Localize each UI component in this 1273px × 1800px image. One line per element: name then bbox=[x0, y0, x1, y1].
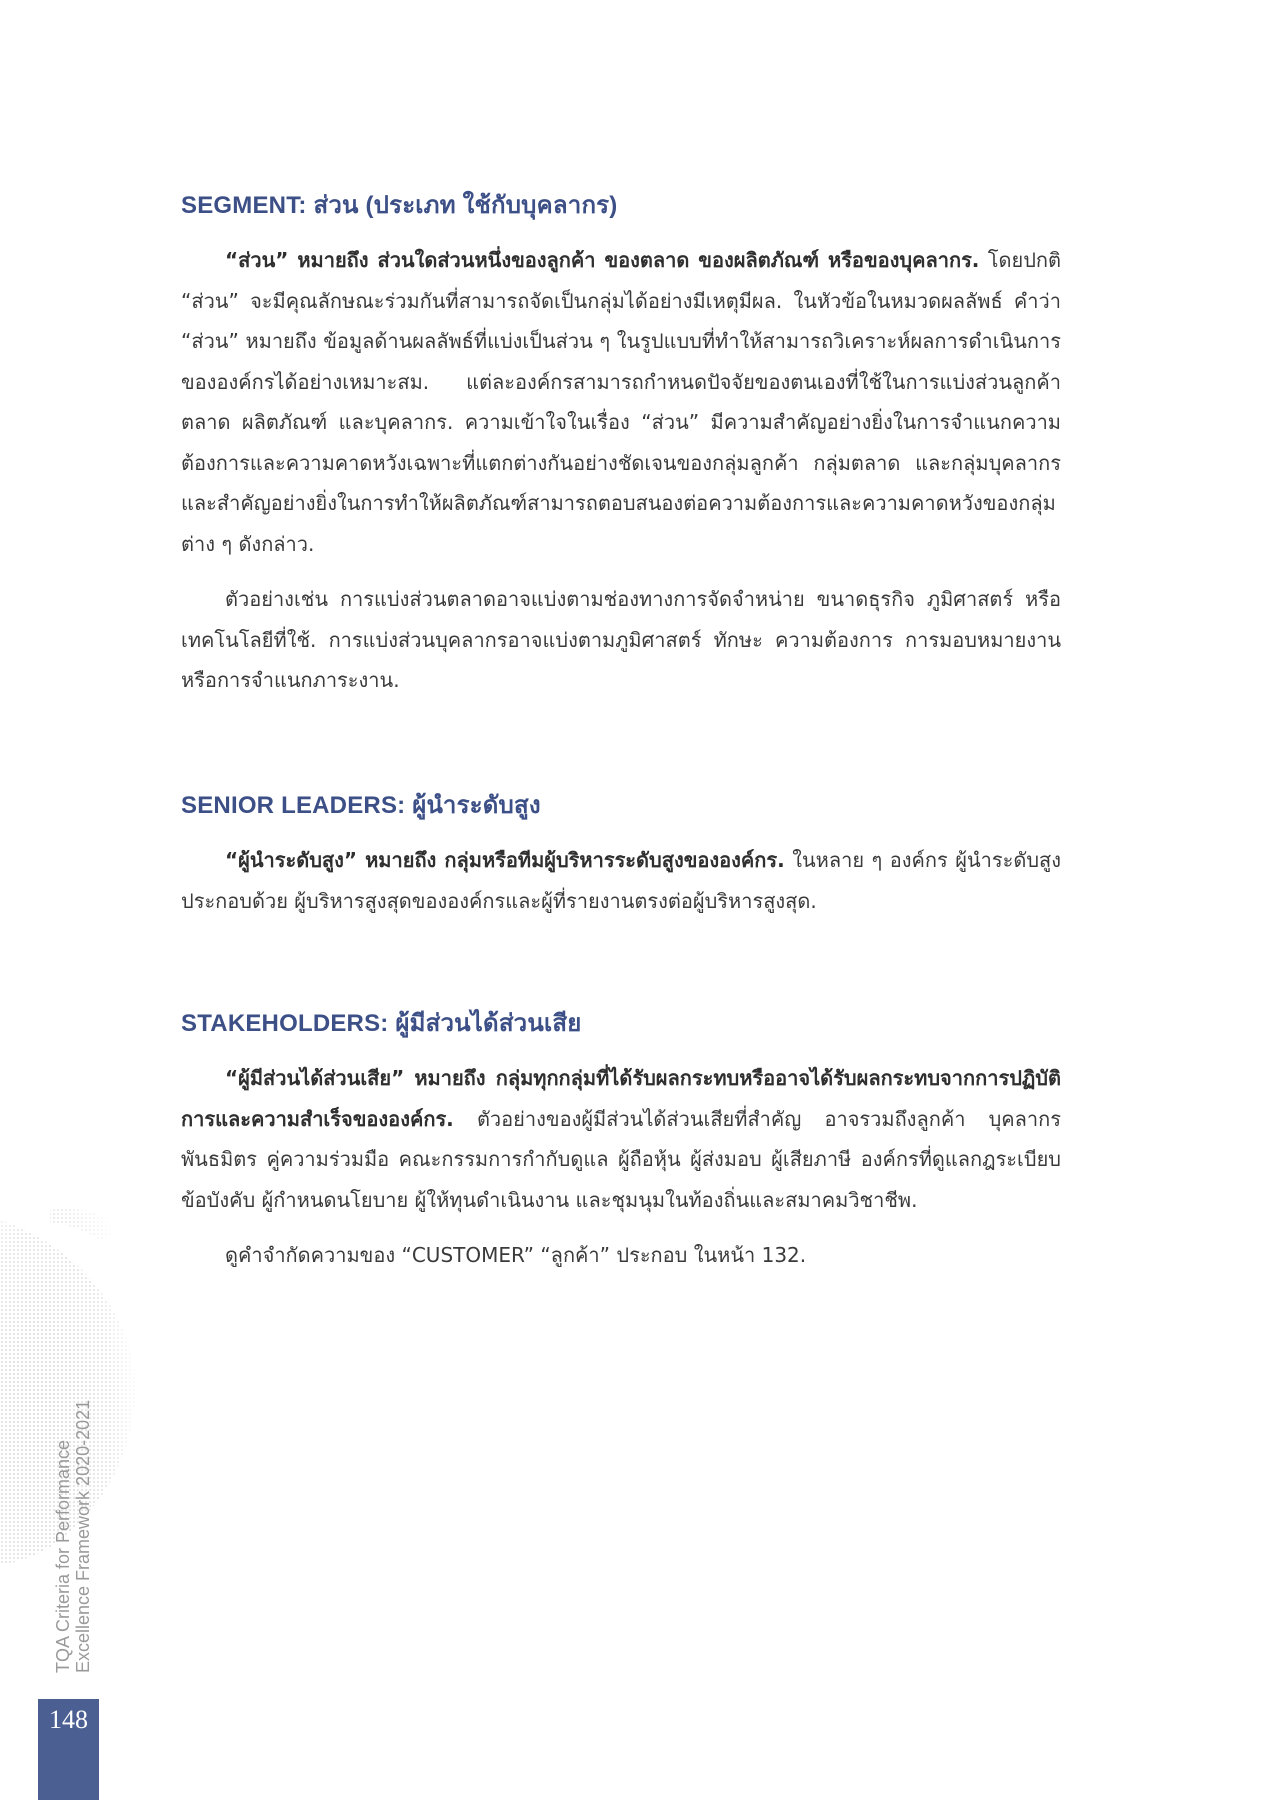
section-heading: STAKEHOLDERS: ผู้มีส่วนได้ส่วนเสีย bbox=[181, 1010, 582, 1037]
definition-paragraph bbox=[181, 1058, 1061, 1220]
section-heading: SENIOR LEADERS: ผู้นำระดับสูง bbox=[181, 792, 541, 819]
cross-reference-paragraph: ดูคำจำกัดความของ “CUSTOMER” “ลูกค้า” ประกอบ ในหน้า 132. bbox=[225, 1243, 807, 1267]
definition-paragraph bbox=[181, 240, 1061, 564]
definition-body: ตัวอย่างของผู้มีส่วนได้ส่วนเสียที่สำคัญ อาจรวมถึงลูกค้า บุคลากร พันธมิตร คู่ความร่วมมือ คณะกรรมการกำกับดูแล ผู้ถือหุ้น ผู้ส่งมอบ ผู้เสียภาษี องค์กรที่ดูแลกฎระเบียบข้อบังคับ ผู้กำหนดนโยบาย ผู้ให้ทุนดำเนินงาน และชุมนุมในท้องถิ่นและสมาคมวิชาชีพ. bbox=[181, 1106, 1061, 1212]
vertical-publication-title bbox=[25, 1245, 115, 1675]
definition-body: โดยปกติ “ส่วน” จะมีคุณลักษณะร่วมกันที่สามารถจัดเป็นกลุ่มได้อย่างมีเหตุมีผล. ในหัวข้อในหมวดผลลัพธ์ คำว่า “ส่วน” หมายถึง ข้อมูลด้านผลลัพธ์ที่แบ่งเป็นส่วน ๆ ในรูปแบบที่ทำให้สามารถวิเคราะห์ผลการดำเนินการขององค์กรได้อย่างเหมาะสม. แต่ละองค์กรสามารถกำหนดปัจจัยของตนเองที่ใช้ในการแบ่งส่วนลูกค้า ตลาด ผลิตภัณฑ์ และบุคลากร. ความเข้าใจในเรื่อง “ส่วน” มีความสำคัญอย่างยิ่งในการจำแนกความต้องการและความคาดหวังเฉพาะที่แตกต่างกันอย่างชัดเจนของกลุ่มลูกค้า กลุ่มตลาด และกลุ่มบุคลากร และสำคัญอย่างยิ่งในการทำให้ผลิตภัณฑ์สามารถตอบสนองต่อความต้องการและความคาดหวังของกลุ่มต่าง ๆ ดังกล่าว. bbox=[181, 248, 1061, 556]
definition-term: “ผู้นำระดับสูง” หมายถึง กลุ่มหรือทีมผู้บริหารระดับสูงขององค์กร. bbox=[225, 848, 785, 872]
definition-body: ในหลาย ๆ องค์กร ผู้นำระดับสูง ประกอบด้วย ผู้บริหารสูงสุดขององค์กรและผู้ที่รายงานตรงต่อผู้บริหารสูงสุด. bbox=[181, 848, 1061, 913]
definition-term: “ผู้มีส่วนได้ส่วนเสีย” หมายถึง กลุ่มทุกกลุ่มที่ได้รับผลกระทบหรืออาจได้รับผลกระทบจากการปฏิบัติการและความสำเร็จขององค์กร. bbox=[181, 1066, 1061, 1131]
section-senior-leaders bbox=[181, 788, 1061, 921]
page-number: 148 bbox=[49, 1705, 88, 1734]
example-paragraph: ตัวอย่างเช่น การแบ่งส่วนตลาดอาจแบ่งตามช่องทางการจัดจำหน่าย ขนาดธุรกิจ ภูมิศาสตร์ หรือเทคโนโลยีที่ใช้. การแบ่งส่วนบุคลากรอาจแบ่งตามภูมิศาสตร์ ทักษะ ความต้องการ การมอบหมายงาน หรือการจำแนกภาระงาน. bbox=[181, 587, 1061, 692]
page-number-tab bbox=[38, 1699, 99, 1800]
publication-title-line-2: Excellence Framework 2020-2021 bbox=[73, 1399, 93, 1673]
publication-title-line-1: TQA Criteria for Performance bbox=[53, 1439, 73, 1673]
definition-paragraph bbox=[181, 840, 1061, 921]
section-segment bbox=[181, 188, 1061, 701]
definition-term: “ส่วน” หมายถึง ส่วนใดส่วนหนึ่งของลูกค้า ของตลาด ของผลิตภัณฑ์ หรือของบุคลากร. bbox=[225, 248, 980, 272]
section-heading: SEGMENT: ส่วน (ประเภท ใช้กับบุคลากร) bbox=[181, 192, 618, 219]
section-stakeholders bbox=[181, 1006, 1061, 1276]
